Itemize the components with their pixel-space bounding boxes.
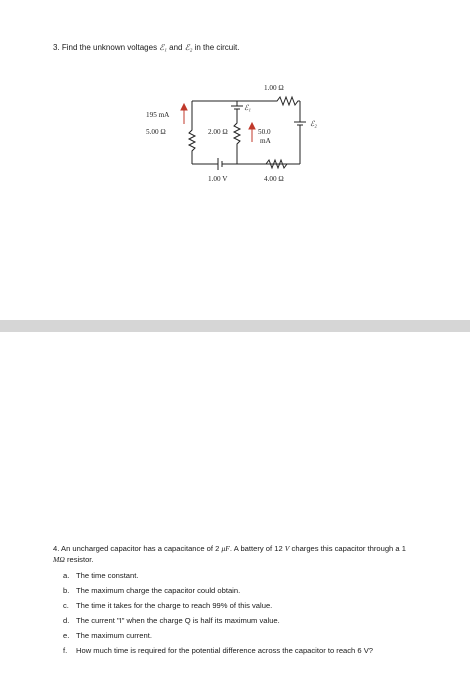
q4-parts-list bbox=[63, 570, 373, 660]
label-r-left: 5.00 Ω bbox=[146, 128, 166, 136]
part-marker: b. bbox=[63, 586, 70, 595]
question-3-prompt bbox=[53, 43, 239, 52]
q3-text-and: and bbox=[166, 43, 185, 52]
label-current-left: 195 mA bbox=[146, 111, 170, 119]
part-text: The maximum current. bbox=[76, 631, 152, 640]
list-item bbox=[63, 645, 373, 660]
list-item bbox=[63, 630, 373, 645]
q4-text-1: 4. An uncharged capacitor has a capacitance of 2 bbox=[53, 544, 222, 553]
mid-resistor bbox=[234, 109, 240, 164]
part-text: The time it takes for the charge to reach 99% of this value. bbox=[76, 601, 273, 610]
part-text: The time constant. bbox=[76, 571, 139, 580]
label-current-mid-value: 50.0 bbox=[258, 128, 271, 136]
label-emf1: ℰ₁ bbox=[244, 104, 251, 112]
current-arrow-left-head bbox=[181, 104, 187, 110]
label-current-mid-unit: mA bbox=[260, 137, 271, 145]
list-item bbox=[63, 600, 373, 615]
label-emf2: ℰ₂ bbox=[310, 120, 317, 128]
bottom-resistor bbox=[258, 160, 300, 168]
q4-text-2: . A battery of 12 bbox=[229, 544, 285, 553]
question-4-prompt bbox=[53, 543, 413, 565]
q4-text-3: charges this capacitor through a 1 bbox=[289, 544, 406, 553]
part-text: The current "I" when the charge Q is half its maximum value. bbox=[76, 616, 280, 625]
part-marker: c. bbox=[63, 601, 69, 610]
label-r-mid: 2.00 Ω bbox=[208, 128, 228, 136]
circuit-diagram bbox=[140, 72, 340, 182]
part-marker: f. bbox=[63, 646, 68, 655]
part-text: The maximum charge the capacitor could obtain. bbox=[76, 586, 241, 595]
left-wire bbox=[189, 101, 195, 164]
label-v-bottom: 1.00 V bbox=[208, 175, 228, 182]
part-text: How much time is required for the potential difference across the capacitor to reach 6 V? bbox=[76, 646, 374, 655]
q3-text-suffix: in the circuit. bbox=[192, 43, 240, 52]
q4-res-unit: MΩ bbox=[53, 555, 65, 564]
q3-text-prefix: 3. Find the unknown voltages bbox=[53, 43, 160, 52]
part-marker: e. bbox=[63, 631, 70, 640]
q3-emf2-symbol: ℰ₂ bbox=[184, 43, 193, 52]
q4-cap-unit: μF bbox=[221, 544, 230, 553]
list-item bbox=[63, 585, 373, 600]
q3-emf1-symbol: ℰ₁ bbox=[159, 43, 167, 52]
list-item bbox=[63, 570, 373, 585]
q4-text-4: resistor. bbox=[64, 555, 94, 564]
part-marker: d. bbox=[63, 616, 70, 625]
list-item bbox=[63, 615, 373, 630]
label-r-bottom: 4.00 Ω bbox=[264, 175, 284, 182]
part-marker: a. bbox=[63, 571, 70, 580]
label-r-top: 1.00 Ω bbox=[264, 84, 284, 92]
page-divider bbox=[0, 320, 470, 332]
q4-volt-unit: V bbox=[284, 544, 290, 553]
current-arrow-mid-head bbox=[249, 123, 255, 129]
